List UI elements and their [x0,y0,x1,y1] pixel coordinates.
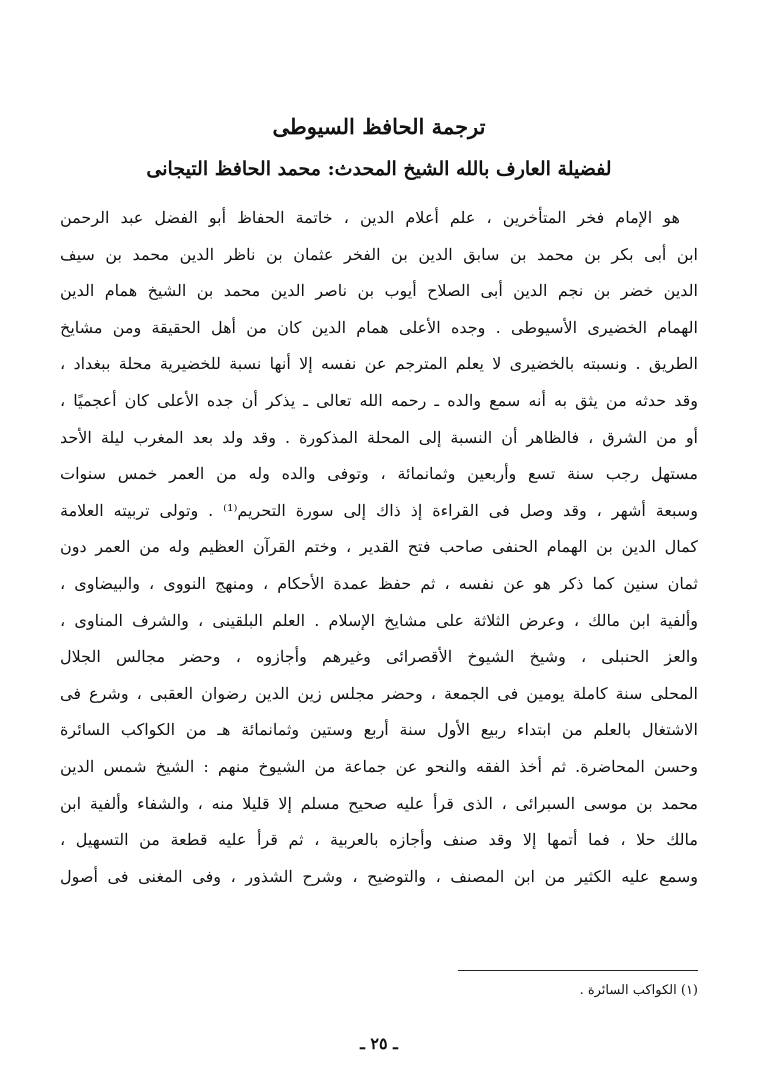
text-line: مستهل رجب سنة تسع وأربعين وثمانمائة ، وتوفى والده وله من العمر خمس سنوات [60,464,698,484]
page-title: ترجمة الحافظ السيوطى [272,114,486,139]
text-line: أو من الشرق ، فالظاهر أن النسبة إلى المحلة المذكورة . وقد ولد بعد المغرب ليلة الأحد [60,427,698,447]
text-line: هو الإمام فخر المتأخرين ، علم أعلام الدين ، خاتمة الحفاظ أبو الفضل عبد الرحمن [60,208,680,227]
body-text [60,200,698,895]
text-line: ثمان سنين كما ذكر هو عن نفسه ، ثم حفظ عمدة الأحكام ، ومنهج النووى ، والبيضاوى ، [60,573,698,593]
text-line: وسمع عليه الكثير من ابن المصنف ، والتوضيح ، وشرح الشذور ، وفى المغنى فى أصول [60,866,698,886]
text-line: مالك حلا ، فما أتمها إلا وقد صنف وأجازه بالعربية ، ثم قرأ عليه قطعة من التسهيل ، [60,830,698,850]
text-line: الطريق . ونسبته بالخضيرى لا يعلم المترجم عن نفسه إلا أنها نسبة للخضيرية محلة ببغداد ، [60,354,698,374]
text-line: وحسن المحاضرة. ثم أخذ الفقه والنحو عن جماعة من الشيوخ منهم : الشيخ شمس الدين [60,756,698,776]
page-subtitle: لفضيلة العارف بالله الشيخ المحدث: محمد الحافظ التيجانى [146,158,612,180]
page-number: ـ ٢٥ ـ [360,1034,398,1053]
text-line: وسبعة أشهر ، وقد وصل فى القراءة إذ ذاك إلى سورة التحريم⁽¹⁾ . وتولى تربيته العلامة [60,500,698,520]
text-line: وألفية ابن مالك ، وعرض الثلاثة على مشايخ الإسلام . العلم البلقينى ، والشرف المناوى ، [60,610,698,630]
text-line: كمال الدين بن الهمام الحنفى صاحب فتح القدير ، وختم القرآن العظيم وله من العمر دون [60,537,698,557]
text-line: والعز الحنبلى ، وشيخ الشيوخ الأقصرائى وغيرهم وأجازوه ، وحضر مجالس الجلال [60,647,698,667]
text-line: المحلى سنة كاملة يومين فى الجمعة ، وحضر مجلس زين الدين رضوان العقبى ، وشرع فى [60,683,698,703]
footnote-divider [458,970,698,971]
text-line: وقد حدثه من يثق به أنه سمع والده ـ رحمه الله تعالى ـ يذكر أن جده الأعلى كان أعجميًا ، [60,390,698,410]
text-line: ابن أبى بكر بن محمد بن سابق الدين بن الفخر عثمان بن ناظر الدين محمد بن سيف [60,244,698,264]
text-line: الهمام الخضيرى الأسيوطى . وجده الأعلى همام الدين كان من أهل الحقيقة ومن مشايخ [60,317,698,337]
footnote: (١) الكواكب السائرة . [579,983,698,998]
text-line: محمد بن موسى السبرائى ، الذى قرأ عليه صحيح مسلم إلا قليلا منه ، والشفاء وألفية ابن [60,793,698,813]
text-line: الاشتغال بالعلم من ابتداء ربيع الأول سنة أربع وستين وثمانمائة هـ من الكواكب السائرة [60,720,698,740]
text-line: الدين خضر بن نجم الدين أبى الصلاح أيوب بن ناصر الدين محمد بن الشيخ همام الدين [60,281,698,301]
